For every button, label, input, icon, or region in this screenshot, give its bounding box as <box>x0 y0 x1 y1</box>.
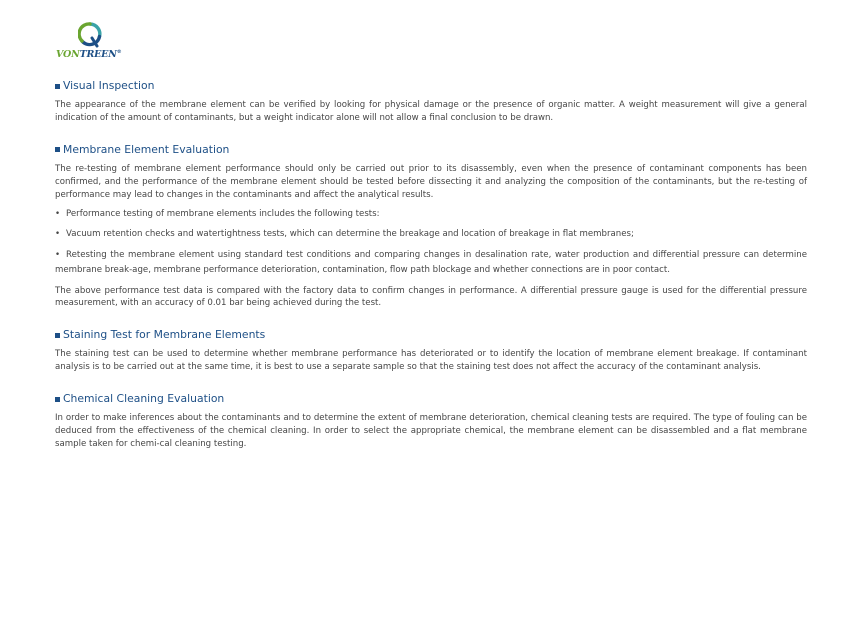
chemical-cleaning-paragraph: In order to make inferences about the contaminants and to determine the extent of membrane deterioration, chemical cleaning tests are required. The type of fouling can be deduced from the effectiveness of the chemical cleaning. In order to select the appropriate chemical, the membrane element can be disassembled and a flat membrane sample taken for chemi-cal cleaning testing. <box>55 413 807 449</box>
bullet-icon: • <box>55 229 61 240</box>
bullet-icon: • <box>55 208 61 219</box>
membrane-evaluation-closing: The above performance test data is compared with the factory data to confirm changes in performance. A differential pressure gauge is used for the differential pressure measurement, with an accuracy of 0.01 bar being achieved during the test. <box>55 285 807 309</box>
document-content <box>55 79 807 451</box>
list-item: • Vacuum retention checks and watertightness tests, which can determine the breakage and location of breakage in flat membranes; <box>55 227 807 243</box>
logo-wordmark: VONTREEN® <box>56 49 122 60</box>
visual-inspection-paragraph: The appearance of the membrane element can be verified by looking for physical damage or the presence of organic matter. A weight measurement will give a general indication of the amount of contaminants, but a weight indicator alone will not allow a final conclusion to be drawn. <box>55 100 807 123</box>
staining-test-paragraph: The staining test can be used to determine whether membrane performance has deteriorated or to identify the location of membrane element breakage. If contaminant analysis is to be carried out at the same time, it is best to use a separate sample so that the staining test does not affect the accuracy of the contaminant analysis. <box>55 349 807 373</box>
heading-square-icon <box>55 84 60 89</box>
list-item: • Performance testing of membrane elements includes the following tests: <box>55 207 807 223</box>
membrane-evaluation-paragraph: The re-testing of membrane element performance should only be carried out prior to its disassembly, even when the presence of contaminant components has been confirmed, and the performance of the membrane element should be tested before dissecting it and analyzing the composition of the contaminants, but the re-testing of performance may lead to changes in the contaminants and affect the analytical results. <box>55 163 807 200</box>
section-heading-chemical-cleaning: Chemical Cleaning Evaluation <box>55 392 807 406</box>
section-heading-staining-test: Staining Test for Membrane Elements <box>55 328 807 342</box>
bullet-icon: • <box>55 249 61 260</box>
vontreen-logo <box>55 22 135 64</box>
heading-square-icon <box>55 333 60 338</box>
list-item: • Retesting the membrane element using standard test conditions and comparing changes in desalination rate, water production and differential pressure can determine membrane break-age, membrane performance deterioration, contamination, flow path blockage and whether connections are in poor contact. <box>55 249 807 276</box>
heading-square-icon <box>55 147 60 152</box>
heading-square-icon <box>55 397 60 402</box>
logo-mark-icon <box>78 22 102 48</box>
section-heading-visual-inspection: Visual Inspection <box>55 79 807 93</box>
section-heading-membrane-element-evaluation: Membrane Element Evaluation <box>55 143 807 157</box>
